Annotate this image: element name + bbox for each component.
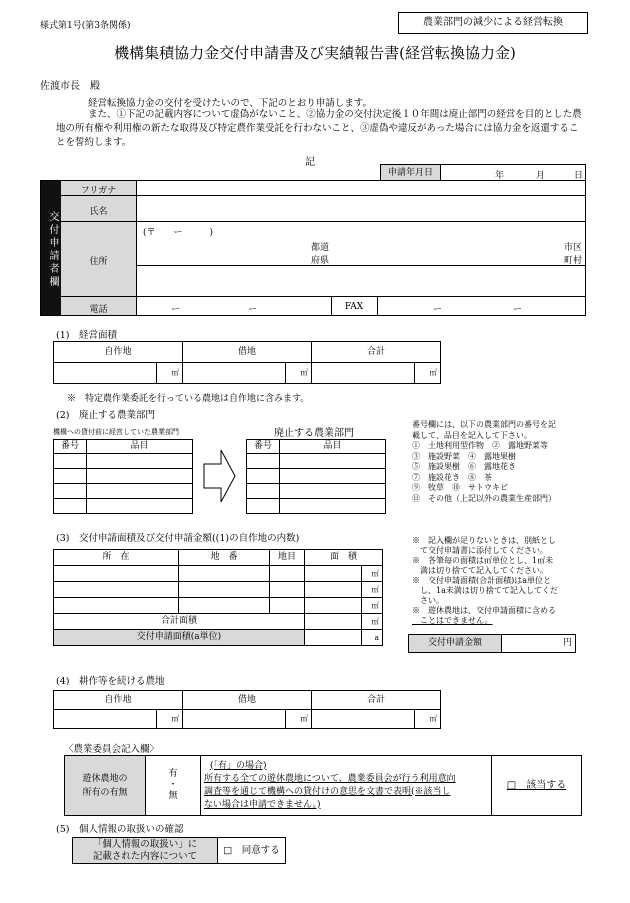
sec2-col-item: 品目	[87, 440, 193, 454]
sec3-cell[interactable]	[305, 566, 362, 582]
sec1-col-total: 合計	[311, 342, 440, 363]
sec2-cell[interactable]	[54, 469, 87, 484]
sec4-own-value[interactable]	[54, 710, 157, 729]
sec2-col-no: 番号	[54, 440, 87, 454]
committee-yes-no[interactable]	[146, 756, 201, 816]
committee-label	[65, 756, 146, 816]
sec1-rent-value[interactable]	[182, 363, 285, 384]
sec1-own-value[interactable]	[54, 363, 157, 384]
sec2-col-item: 品目	[280, 440, 386, 454]
fax-dash-2: ー	[513, 305, 523, 315]
fax-dash-1: ー	[433, 305, 443, 315]
sec3-unit: ㎡	[362, 614, 383, 630]
applicant-label-column	[61, 181, 137, 315]
sec2-info-line: ① 土地利用型作物 ② 露地野菜等	[412, 441, 548, 450]
intro-line-2: また、①下記の記載内容について虚偽がないこと、②協力金の交付決定後１０年間は廃止部門の経営を目的とした農地の所有権や利用権の新たな取得及び特定農作業受託を行わないこと、③虚偽や違反があった場合には協力金を返還することを誓約します。	[56, 109, 582, 148]
applicant-block	[40, 180, 586, 316]
sec4-table	[53, 690, 441, 729]
sec4-title: (4) 耕作等を続ける農地	[56, 676, 165, 687]
intro-line-1: 経営転換協力金の交付を受けたいので、下記のとおり申請します。	[88, 98, 373, 109]
sec2-cell[interactable]	[54, 484, 87, 499]
row-line	[61, 296, 585, 297]
sec2-cell[interactable]	[280, 484, 386, 499]
sec2-cell[interactable]	[54, 454, 87, 469]
sec2-cell[interactable]	[54, 499, 87, 514]
arrow-right-icon	[203, 448, 237, 504]
sec2-cell[interactable]	[87, 454, 193, 469]
chouson-label: 町村	[564, 256, 583, 266]
form-number: 様式第1号(第3条関係)	[40, 21, 131, 31]
sec2-cell[interactable]	[280, 454, 386, 469]
fax-label: FAX	[344, 302, 364, 312]
sec4-unit: ㎡	[285, 710, 311, 729]
committee-title: 〈農業委員会記入欄〉	[64, 744, 160, 755]
row-line	[61, 221, 585, 222]
applicant-side-bar	[41, 181, 61, 315]
sec2-left-table	[53, 439, 193, 514]
sec2-info	[412, 420, 556, 504]
month-label: 月	[536, 171, 546, 181]
sec2-right-caption: 廃止する農業部門	[274, 428, 354, 439]
sec3-cell[interactable]	[54, 582, 179, 598]
sec1-unit: ㎡	[285, 363, 311, 384]
sec3-apply-value[interactable]	[305, 630, 362, 646]
sec2-info-line: 番号欄には、以下の農業部門の番号を記	[412, 420, 556, 429]
sec3-cell[interactable]	[179, 566, 270, 582]
sec2-info-line: 載して、品目を記入して下さい。	[412, 430, 532, 440]
sec2-info-line: ⑪ その他（上記以外の農業生産部門）	[412, 493, 556, 503]
committee-text-line: 所有する全ての遊休農地について、農業委員会が行う利用意向	[204, 773, 456, 784]
agree-checkbox[interactable]: □ 同意する	[223, 844, 280, 856]
sec3-unit: ㎡	[362, 598, 383, 614]
sec2-cell[interactable]	[247, 469, 280, 484]
sec2-cell[interactable]	[87, 484, 193, 499]
sec3-title: (3) 交付申請面積及び交付申請金額((1)の自作地の内数)	[56, 533, 300, 544]
committee-condition	[201, 756, 492, 816]
committee-case-label: (「有」の場合)	[210, 760, 267, 771]
sec2-info-line: ③ 施設野菜 ④ 露地果樹	[412, 451, 516, 461]
sec1-table	[53, 341, 441, 384]
yes-option: 有	[168, 769, 178, 779]
sec3-col-location: 所 在	[54, 550, 179, 566]
fax-divider	[377, 296, 378, 315]
sec2-cell[interactable]	[87, 499, 193, 514]
sec3-amount-value[interactable]	[502, 635, 576, 653]
sec2-cell[interactable]	[247, 499, 280, 514]
sec2-col-no: 番号	[247, 440, 280, 454]
sec3-apply-label: 交付申請面積(a単位)	[54, 630, 305, 646]
sec4-rent-value[interactable]	[182, 710, 285, 729]
sec2-right-table	[246, 439, 386, 514]
sec2-info-line: ⑦ 施設花き ⑧ 茶	[412, 472, 492, 482]
sec3-note-line: さい。	[412, 596, 444, 605]
row-line	[61, 195, 585, 196]
sec5-check-cell[interactable]	[218, 838, 286, 864]
sec3-cell[interactable]	[305, 598, 362, 614]
sec5-table	[72, 837, 286, 864]
sec3-unit: ㎡	[362, 582, 383, 598]
name-label: 氏名	[89, 207, 108, 217]
phone-dash-2: ー	[248, 305, 258, 315]
shiku-label: 市区	[564, 243, 583, 253]
date-row	[380, 164, 586, 181]
committee-check-cell[interactable]	[492, 756, 582, 816]
sec4-col-total: 合計	[311, 691, 440, 710]
sec5-title: (5) 個人情報の取扱いの確認	[56, 824, 184, 835]
ki-label: 記	[305, 157, 315, 168]
sec3-note-line: ※ 各筆毎の面積は㎡単位とし、1㎡未	[412, 556, 554, 565]
addressee: 佐渡市長 殿	[40, 81, 100, 92]
sec2-cell[interactable]	[87, 469, 193, 484]
page-title: 機構集積協力金交付申請書及び実績報告書(経営転換協力金)	[114, 44, 516, 62]
sec1-note: ※ 特定農作業委託を行っている農地は自作地に含みます。	[67, 394, 310, 404]
sec3-total-label: 合計面積	[54, 614, 305, 630]
sec3-cell[interactable]	[270, 598, 305, 614]
applicant-side-label: 交付申請者欄	[47, 211, 58, 289]
category-box: 農業部門の減少による経営転換	[398, 12, 588, 34]
furigana-label: フリガナ	[80, 186, 117, 196]
date-label: 申請年月日	[381, 165, 441, 181]
sec3-cell[interactable]	[270, 566, 305, 582]
day-label: 日	[574, 171, 584, 181]
sec4-unit: ㎡	[414, 710, 440, 729]
sec4-total-value[interactable]	[311, 710, 414, 729]
sec2-info-line: ⑨ 牧草 ⑩ サトウキビ	[412, 483, 508, 492]
sec4-col-rent: 借地	[182, 691, 311, 710]
sec3-col-area: 面 積	[305, 550, 383, 566]
phone-dash-1: ー	[171, 305, 181, 315]
sec3-amount-label: 交付申請金額	[409, 635, 502, 653]
postal-code: (〒 ー )	[143, 228, 214, 238]
sec3-note-line: ※ 遊休農地は、交付申請面積に含める	[412, 606, 556, 615]
sec2-cell[interactable]	[247, 484, 280, 499]
committee-label-line-1: 遊休農地の	[82, 773, 128, 784]
sec5-label-line-2: 記載された内容について	[92, 850, 198, 862]
sec1-title: (1) 経営面積	[56, 330, 117, 341]
todo-label: 都道	[311, 243, 330, 253]
separator-dot: ・	[168, 780, 178, 790]
sec4-unit: ㎡	[156, 710, 182, 729]
sec3-total-value[interactable]	[305, 614, 362, 630]
sec3-note-line: ことはできません。	[412, 616, 493, 625]
sec3-cell[interactable]	[54, 598, 179, 614]
sec3-cell[interactable]	[305, 582, 362, 598]
sec3-note-line: ※ 記入欄が足りないときは、別紙とし	[412, 536, 556, 545]
sec3-col-type: 地目	[270, 550, 305, 566]
address-label: 住所	[89, 257, 108, 267]
sec2-left-caption: 機構への貸付前に経営していた農業部門	[53, 428, 179, 436]
sec4-col-own: 自作地	[54, 691, 183, 710]
committee-label-line-2: 所有の有無	[82, 787, 128, 798]
sec5-label	[73, 838, 218, 864]
fuken-label: 府県	[311, 256, 330, 266]
sec3-note-line: て交付申請書に添付してください。	[412, 546, 548, 555]
sec2-title: (2) 廃止する農業部門	[56, 410, 155, 421]
sec3-cell[interactable]	[270, 582, 305, 598]
sec1-col-own: 自作地	[54, 342, 183, 363]
sec5-label-line-1: 「個人情報の取扱い」に	[92, 838, 198, 850]
sec1-total-value[interactable]	[311, 363, 414, 384]
yen-label: 円	[562, 638, 572, 648]
sec3-table	[53, 549, 383, 646]
sec3-col-lot: 地 番	[179, 550, 270, 566]
sec3-note-line: 満は切り捨てて記入してください。	[412, 566, 548, 575]
sec3-amount-table	[408, 634, 576, 653]
sec2-cell[interactable]	[247, 454, 280, 469]
sec3-unit-a: a	[362, 630, 383, 646]
sec3-note-line: ※ 交付申請面積(合計面積)はa単位と	[412, 576, 552, 585]
sec3-cell[interactable]	[54, 566, 179, 582]
committee-text-line: 調査等を通じて機構への貸付けの意思を文書で表明(※該当し	[204, 786, 451, 797]
sec2-cell[interactable]	[280, 499, 386, 514]
sec1-unit: ㎡	[156, 363, 182, 384]
phone-label: 電話	[89, 305, 108, 315]
committee-text-line: ない場合は申請できません。)	[204, 799, 321, 810]
sec1-col-rent: 借地	[182, 342, 311, 363]
sec1-unit: ㎡	[414, 363, 440, 384]
applicable-checkbox[interactable]: □ 該当する	[506, 779, 567, 791]
no-option: 無	[168, 791, 178, 801]
sec2-cell[interactable]	[280, 469, 386, 484]
address-line	[137, 265, 585, 266]
sec3-cell[interactable]	[179, 582, 270, 598]
sec3-cell[interactable]	[179, 598, 270, 614]
sec3-unit: ㎡	[362, 566, 383, 582]
year-label: 年	[495, 171, 505, 181]
sec3-notes	[412, 536, 558, 626]
committee-table	[64, 755, 582, 816]
sec3-note-line: し、1a未満は切り捨てて記入してくだ	[412, 586, 558, 595]
sec2-info-line: ⑤ 施設果樹 ⑥ 露地花き	[412, 462, 516, 471]
